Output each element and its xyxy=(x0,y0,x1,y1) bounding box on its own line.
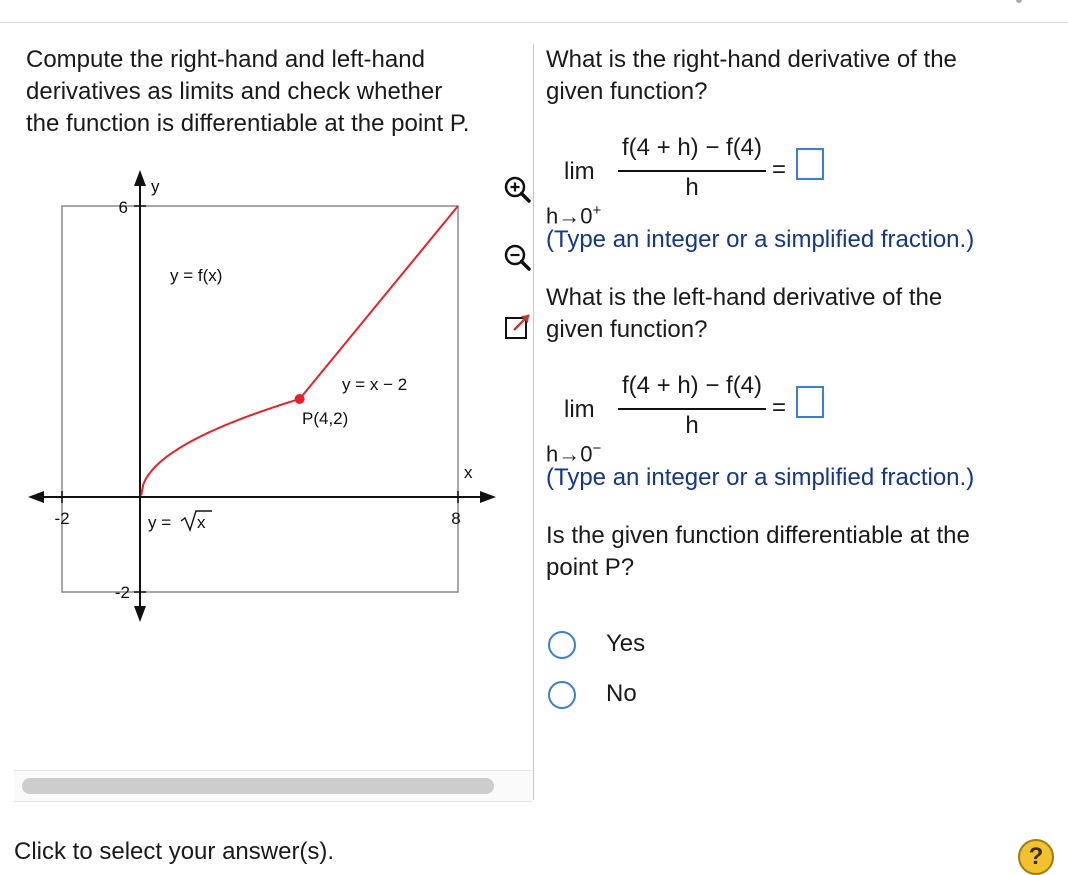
graph-frame xyxy=(62,206,461,592)
limit-subscript-base: h→0 xyxy=(546,441,593,467)
equals-sign: = xyxy=(772,394,787,421)
limit-subscript-sign: + xyxy=(592,202,602,219)
x-axis-left-arrow xyxy=(28,491,44,503)
denominator: h xyxy=(685,412,699,439)
numerator: f(4 + h) − f(4) xyxy=(621,372,763,399)
fx-label: y = f(x) xyxy=(170,266,223,285)
point-label: P(4,2) xyxy=(302,409,349,428)
numerator: f(4 + h) − f(4) xyxy=(621,134,763,161)
tick-label-x-left: -2 xyxy=(54,509,70,528)
left-derivative-answer-box[interactable] xyxy=(796,386,824,418)
function-graph xyxy=(24,166,504,636)
fraction-bar xyxy=(618,408,766,410)
q2-line-2: given function? xyxy=(546,316,708,343)
question-left-derivative xyxy=(546,282,1026,346)
instructions xyxy=(26,44,521,140)
q1-line-1: What is the right-hand derivative of the xyxy=(546,46,957,73)
limit-subscript-base: h→0 xyxy=(546,203,593,229)
answer-hint-2: (Type an integer or a simplified fraction.) xyxy=(546,464,975,491)
zoom-in-icon[interactable] xyxy=(502,174,532,204)
q2-line-1: What is the left-hand derivative of the xyxy=(546,284,943,311)
top-divider xyxy=(0,22,1068,23)
q1-line-2: given function? xyxy=(546,78,708,105)
lim-label: lim xyxy=(564,158,595,185)
tick-label-y-top: 6 xyxy=(118,198,128,217)
limit-subscript-sign: − xyxy=(592,440,602,457)
equals-sign: = xyxy=(772,156,787,183)
option-yes-label[interactable]: Yes xyxy=(606,630,646,657)
tick-label-y-bottom: -2 xyxy=(114,583,130,602)
q3-line-1: Is the given function differentiable at the xyxy=(546,522,970,549)
sqrt-curve xyxy=(141,399,299,496)
instruction-line-1: Compute the right-hand and left-hand xyxy=(26,46,425,73)
option-no-label[interactable]: No xyxy=(606,680,637,707)
y-axis-label: y xyxy=(151,177,160,196)
help-button[interactable]: ? xyxy=(1018,839,1054,875)
instruction-line-2: derivatives as limits and check whether xyxy=(26,78,443,105)
linear-curve xyxy=(300,206,458,399)
linear-label: y = x − 2 xyxy=(342,375,408,394)
lim-label: lim xyxy=(564,396,595,423)
question-differentiable xyxy=(546,520,1026,584)
scrollbar-thumb[interactable] xyxy=(22,778,494,794)
right-derivative-answer-box[interactable] xyxy=(796,148,824,180)
x-axis-label: x xyxy=(464,463,473,482)
corner-indicator xyxy=(1016,0,1022,3)
tick-label-x-right: 8 xyxy=(451,509,461,528)
point-p-marker xyxy=(295,394,305,404)
q3-line-2: point P? xyxy=(546,554,635,581)
graph-toolbar xyxy=(500,172,536,344)
instruction-line-3: the function is differentiable at the point P. xyxy=(26,110,470,137)
fraction-bar xyxy=(618,170,766,172)
question-right-derivative xyxy=(546,44,1026,108)
horizontal-scrollbar[interactable] xyxy=(14,770,532,802)
y-axis-down-arrow xyxy=(134,606,146,622)
status-text: Click to select your answer(s). xyxy=(14,838,335,865)
popout-icon[interactable] xyxy=(502,312,532,342)
answer-hint-1: (Type an integer or a simplified fraction.) xyxy=(546,226,975,253)
denominator: h xyxy=(685,174,699,201)
zoom-out-icon[interactable] xyxy=(502,242,532,272)
panel-divider xyxy=(533,44,534,800)
sqrt-label-prefix: y = xyxy=(148,513,172,532)
radio-no[interactable] xyxy=(548,681,576,709)
sqrt-label-var: x xyxy=(197,513,206,532)
y-axis-up-arrow xyxy=(134,170,146,186)
radio-yes[interactable] xyxy=(548,631,576,659)
x-axis-right-arrow xyxy=(480,491,496,503)
